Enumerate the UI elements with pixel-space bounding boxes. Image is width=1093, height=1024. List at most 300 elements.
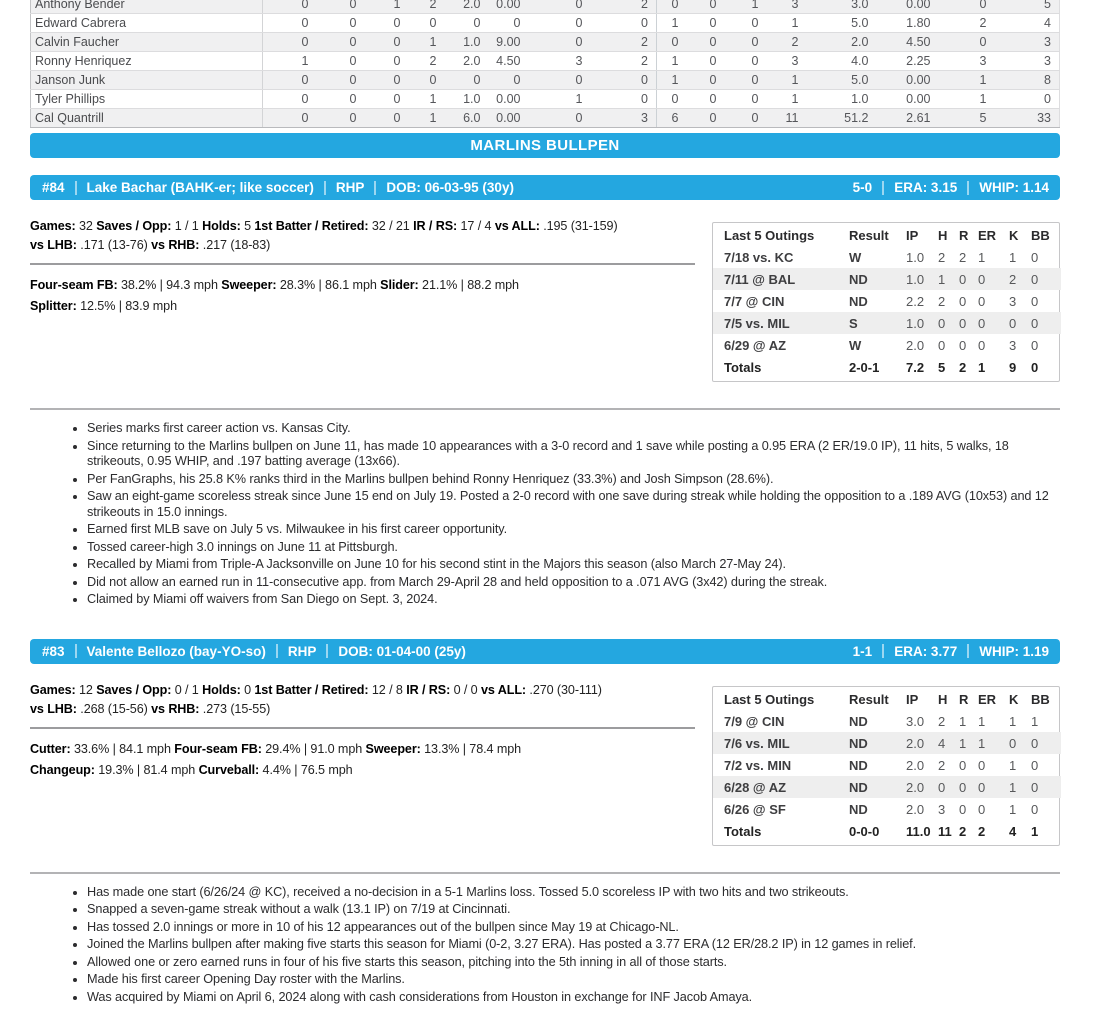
- bar-divider: [374, 181, 376, 195]
- outing-cell: ND: [849, 801, 868, 817]
- note-item: • Earned first MLB save on July 5 vs. Milwaukee in his first career opportunity.: [87, 522, 1060, 538]
- outing-cell: 0: [959, 316, 967, 331]
- outings-header-cell: R: [959, 691, 969, 707]
- totals-cell: 2-0-1: [849, 360, 880, 375]
- outing-row: [713, 754, 1061, 776]
- stat-cell: 0: [365, 109, 409, 128]
- stat-cell: 2: [591, 33, 657, 52]
- outing-cell: 3: [1009, 294, 1017, 309]
- outing-cell: 0: [1031, 294, 1039, 309]
- player-hand: RHP: [287, 643, 317, 659]
- outing-cell: 2.0: [906, 735, 925, 751]
- stat-cell: 0: [529, 14, 591, 33]
- pitcher-row: [31, 52, 1060, 71]
- outing-cell: 0: [1031, 338, 1039, 353]
- outing-cell: 3.0: [906, 713, 925, 729]
- outing-cell: 7/7 @ CIN: [724, 294, 785, 309]
- divider-rule: [30, 727, 695, 729]
- totals-cell: 1: [978, 360, 986, 375]
- outing-cell: 1: [959, 735, 967, 751]
- outing-cell: 6/28 @ AZ: [724, 779, 787, 795]
- totals-cell: 9: [1009, 360, 1017, 375]
- stat-cell: 0: [529, 33, 591, 52]
- stat-cell: 2.0: [807, 33, 877, 52]
- outing-cell: 2: [1009, 272, 1017, 287]
- stat-cell: 1.0: [445, 33, 489, 52]
- stat-label: vs LHB:: [30, 701, 77, 716]
- stat-cell: 0: [529, 0, 591, 14]
- outing-row: [713, 246, 1061, 268]
- outing-row: [713, 268, 1061, 290]
- player-header-bar: [30, 175, 1060, 200]
- totals-cell: 2: [978, 823, 986, 839]
- stat-cell: 0: [263, 71, 317, 90]
- outing-cell: 0: [959, 779, 967, 795]
- player-whip: WHIP: 1.19: [979, 643, 1049, 659]
- stat-cell: 0: [995, 90, 1060, 109]
- player-outings-column: [712, 678, 1060, 846]
- stat-cell: 1: [725, 0, 767, 14]
- pitch-line: Changeup: 19.3% | 81.4 mph Curveball: 4.4% | 76.5 mph: [30, 762, 353, 777]
- stat-cell: 3: [767, 52, 807, 71]
- stat-cell: 0: [365, 52, 409, 71]
- totals-cell: 0-0-0: [849, 823, 880, 839]
- outing-cell: 0: [1009, 316, 1017, 331]
- last-5-outings-table: [712, 222, 1060, 382]
- outing-cell: 0: [1031, 779, 1039, 795]
- stat-cell: 1: [767, 71, 807, 90]
- stat-label: Holds:: [202, 682, 241, 697]
- stat-cell: 5.0: [807, 71, 877, 90]
- stat-cell: 1: [657, 52, 687, 71]
- stat-cell: 0: [409, 71, 445, 90]
- outings-header-cell: R: [959, 228, 969, 243]
- outing-cell: 2: [938, 294, 946, 309]
- bar-divider: [276, 644, 278, 658]
- stat-line: vs LHB: .171 (13-76) vs RHB: .217 (18-83): [30, 238, 271, 252]
- stat-cell: 0.00: [489, 90, 529, 109]
- outing-cell: S: [849, 316, 858, 331]
- player-section-bellozo: [0, 639, 1093, 1006]
- stat-label: Games:: [30, 219, 76, 233]
- totals-cell: 2: [959, 823, 967, 839]
- stat-cell: 3: [995, 52, 1060, 71]
- outing-cell: ND: [849, 294, 868, 309]
- outing-cell: 0: [959, 338, 967, 353]
- stat-cell: 0: [657, 0, 687, 14]
- stat-cell: 3: [767, 0, 807, 14]
- bar-divider: [75, 181, 77, 195]
- stat-label: Four-seam FB:: [30, 278, 118, 292]
- outing-cell: 1: [1009, 250, 1017, 265]
- stat-cell: 5.0: [807, 14, 877, 33]
- outing-cell: 0: [1031, 316, 1039, 331]
- note-item: • Has made one start (6/26/24 @ KC), received a no-decision in a 5-1 Marlins loss. Tossed 5.0 scoreless IP with two hits and two strikeouts.: [87, 885, 1060, 901]
- stat-cell: 0: [687, 90, 725, 109]
- player-dob: DOB: 01-04-00 (25y): [338, 643, 466, 659]
- stat-label: vs ALL:: [481, 682, 527, 697]
- stat-cell: 1: [767, 90, 807, 109]
- stat-cell: 0: [263, 0, 317, 14]
- stat-cell: 0: [529, 109, 591, 128]
- outings-header-cell: Result: [849, 228, 889, 243]
- stat-cell: 0: [445, 14, 489, 33]
- outing-cell: 1: [1031, 713, 1039, 729]
- stat-cell: 3.0: [807, 0, 877, 14]
- pitcher-row: [31, 71, 1060, 90]
- outing-row: [713, 290, 1061, 312]
- stat-cell: 3: [529, 52, 591, 71]
- outing-cell: 7/9 @ CIN: [724, 713, 785, 729]
- pitcher-name: Anthony Bender: [31, 0, 263, 14]
- stat-line: vs LHB: .268 (15-56) vs RHB: .273 (15-55): [30, 701, 271, 716]
- stat-cell: 8: [995, 71, 1060, 90]
- outings-totals-row: [713, 820, 1061, 845]
- outing-cell: 7/2 vs. MIN: [724, 757, 792, 773]
- stat-cell: 0: [263, 33, 317, 52]
- stat-label: IR / RS:: [406, 682, 451, 697]
- stat-cell: 1.80: [877, 14, 939, 33]
- player-stats-column: [30, 678, 695, 781]
- stat-cell: 0: [725, 14, 767, 33]
- outing-cell: 4: [938, 735, 946, 751]
- stat-label: Sweeper:: [221, 278, 277, 292]
- outing-cell: ND: [849, 757, 868, 773]
- outing-cell: 1: [1009, 779, 1017, 795]
- stat-cell: 0: [725, 33, 767, 52]
- section-rule: [30, 408, 1060, 410]
- player-era: ERA: 3.77: [894, 643, 958, 659]
- outing-row: [713, 312, 1061, 334]
- stat-cell: 11: [767, 109, 807, 128]
- stat-cell: 0: [409, 14, 445, 33]
- stat-cell: 0: [317, 109, 365, 128]
- bar-divider: [882, 644, 884, 658]
- outing-cell: 2: [938, 250, 946, 265]
- note-item: • Snapped a seven-game streak without a walk (13.1 IP) on 7/19 at Cincinnati.: [87, 902, 1060, 918]
- player-stats-column: [30, 214, 695, 317]
- outing-cell: 0: [938, 338, 946, 353]
- outing-cell: ND: [849, 272, 868, 287]
- outing-row: [713, 334, 1061, 356]
- outings-header-cell: IP: [906, 228, 919, 243]
- stat-cell: 2: [409, 52, 445, 71]
- note-item: • Series marks first career action vs. Kansas City.: [87, 421, 1060, 437]
- totals-cell: 7.2: [906, 360, 925, 375]
- note-item: • Tossed career-high 3.0 innings on June 11 at Pittsburgh.: [87, 540, 1060, 556]
- stat-cell: 0: [687, 71, 725, 90]
- stat-label: Games:: [30, 682, 76, 697]
- stat-cell: 1: [365, 0, 409, 14]
- stat-cell: 0: [317, 52, 365, 71]
- outings-head-row: [713, 687, 1061, 710]
- outing-cell: 2.0: [906, 757, 925, 773]
- player-record: 5-0: [852, 180, 873, 195]
- pitcher-name: Tyler Phillips: [31, 90, 263, 109]
- stat-cell: 5: [995, 0, 1060, 14]
- stat-cell: 1: [939, 90, 995, 109]
- stat-label: IR / RS:: [413, 219, 458, 233]
- outing-cell: 1.0: [906, 316, 925, 331]
- stat-cell: 3: [939, 52, 995, 71]
- player-header-bar: [30, 639, 1060, 664]
- pitcher-row: [31, 90, 1060, 109]
- pitcher-row: [31, 33, 1060, 52]
- stat-cell: 0: [687, 0, 725, 14]
- stat-cell: 1: [657, 14, 687, 33]
- stat-cell: 1: [263, 52, 317, 71]
- stat-cell: 0: [725, 90, 767, 109]
- pitcher-name: Edward Cabrera: [31, 14, 263, 33]
- player-hand: RHP: [335, 180, 365, 195]
- divider-rule: [30, 263, 695, 265]
- outings-header-cell: ER: [978, 228, 997, 243]
- totals-cell: 5: [938, 360, 946, 375]
- stat-cell: 2.0: [445, 52, 489, 71]
- stat-cell: 1: [767, 14, 807, 33]
- pitch-line: Splitter: 12.5% | 83.9 mph: [30, 299, 177, 313]
- pitch-lines: [30, 739, 695, 781]
- stat-cell: 0: [591, 90, 657, 109]
- outing-cell: 1: [978, 250, 986, 265]
- stat-cell: 0: [317, 71, 365, 90]
- outing-cell: 1.0: [906, 250, 925, 265]
- note-item: • Saw an eight-game scoreless streak since June 15 end on July 19. Posted a 2-0 record with one save during streak while holding the opposition to a .189 AVG (10x53) and 12 strikeouts in 15.0 innings.: [87, 489, 1060, 520]
- player-body: [30, 214, 1060, 382]
- stat-cell: 6.0: [445, 109, 489, 128]
- outing-row: [713, 776, 1061, 798]
- stat-cell: 4.0: [807, 52, 877, 71]
- outing-cell: 0: [978, 316, 986, 331]
- bar-divider: [882, 181, 884, 195]
- bar-divider: [967, 644, 969, 658]
- totals-cell: 2: [959, 360, 967, 375]
- stat-cell: 0: [657, 90, 687, 109]
- player-body: [30, 678, 1060, 846]
- pitch-line: Cutter: 33.6% | 84.1 mph Four-seam FB: 29.4% | 91.0 mph Sweeper: 13.3% | 78.4 mph: [30, 741, 522, 756]
- notes-list: [30, 885, 1060, 1006]
- note-item: • Recalled by Miami from Triple-A Jacksonville on June 10 for his second stint in the Majors this season (also March 27-May 24).: [87, 557, 1060, 573]
- stat-label: vs RHB:: [151, 701, 200, 716]
- outings-header-cell: Last 5 Outings: [724, 691, 815, 707]
- stat-label: vs ALL:: [494, 219, 540, 233]
- stat-cell: 0: [939, 33, 995, 52]
- note-item: • Made his first career Opening Day roster with the Marlins.: [87, 972, 1060, 988]
- note-item: • Has tossed 2.0 innings or more in 10 of his 12 appearances out of the bullpen since May 19 at Chicago-NL.: [87, 920, 1060, 936]
- stat-cell: 4.50: [489, 52, 529, 71]
- outings-head-row: [713, 223, 1061, 246]
- stat-cell: 0: [529, 71, 591, 90]
- outing-cell: 1: [1009, 757, 1017, 773]
- outing-cell: 3: [1009, 338, 1017, 353]
- bar-divider: [324, 181, 326, 195]
- stat-cell: 0: [657, 33, 687, 52]
- stat-cell: 2.25: [877, 52, 939, 71]
- stat-label: Cutter:: [30, 741, 71, 756]
- outing-cell: 0: [978, 272, 986, 287]
- outing-cell: 0: [959, 294, 967, 309]
- stat-cell: 1: [939, 71, 995, 90]
- outing-cell: 0: [959, 801, 967, 817]
- outing-cell: 1: [978, 713, 986, 729]
- player-name: Valente Bellozo (bay-YO-so): [86, 643, 266, 659]
- outings-header-cell: Result: [849, 691, 889, 707]
- stat-cell: 6: [657, 109, 687, 128]
- outing-cell: 2: [959, 250, 967, 265]
- stat-cell: 0: [591, 14, 657, 33]
- stat-cell: 1: [409, 33, 445, 52]
- player-number: #84: [42, 180, 65, 195]
- outing-cell: 0: [978, 294, 986, 309]
- outing-cell: 6/29 @ AZ: [724, 338, 787, 353]
- outing-cell: 2: [938, 757, 946, 773]
- pitcher-name: Calvin Faucher: [31, 33, 263, 52]
- stat-label: Splitter:: [30, 299, 77, 313]
- stat-lines: [30, 681, 695, 719]
- stat-cell: 0: [365, 90, 409, 109]
- outing-cell: 0: [978, 757, 986, 773]
- outing-cell: 2.0: [906, 338, 925, 353]
- outings-header-cell: IP: [906, 691, 919, 707]
- stat-line: Games: 12 Saves / Opp: 0 / 1 Holds: 0 1st Batter / Retired: 12 / 8 IR / RS: 0 / 0 vs ALL: .270 (30-111): [30, 682, 602, 697]
- stat-cell: 4: [995, 14, 1060, 33]
- outings-header-cell: ER: [978, 691, 997, 707]
- stat-label: 1st Batter / Retired:: [254, 682, 369, 697]
- pitch-lines: [30, 275, 695, 317]
- note-item: • Per FanGraphs, his 25.8 K% ranks third in the Marlins bullpen behind Ronny Henriquez (33.3%) and Josh Simpson (28.6%).: [87, 472, 1060, 488]
- outings-header-cell: H: [938, 228, 948, 243]
- stat-cell: 1: [529, 90, 591, 109]
- stat-label: Holds:: [202, 219, 241, 233]
- stat-cell: 3: [591, 109, 657, 128]
- outing-cell: 1: [1009, 713, 1017, 729]
- totals-cell: Totals: [724, 360, 762, 375]
- outing-cell: 1: [959, 713, 967, 729]
- pitcher-name: Cal Quantrill: [31, 109, 263, 128]
- notes-list: [30, 421, 1060, 608]
- stat-cell: 2.61: [877, 109, 939, 128]
- outing-cell: 7/11 @ BAL: [724, 272, 796, 287]
- bar-divider: [326, 644, 328, 658]
- stat-cell: 4.50: [877, 33, 939, 52]
- stat-cell: 1: [409, 90, 445, 109]
- stat-cell: 1: [409, 109, 445, 128]
- section-header-marlins-bullpen: [30, 133, 1060, 158]
- stat-cell: 1.0: [807, 90, 877, 109]
- pitcher-name: Ronny Henriquez: [31, 52, 263, 71]
- stat-cell: 0: [687, 33, 725, 52]
- outing-cell: 7/6 vs. MIL: [724, 735, 790, 751]
- totals-cell: 4: [1009, 823, 1017, 839]
- note-item: • Since returning to the Marlins bullpen on June 11, has made 10 appearances with a 3-0 record and 1 save while posting a 0.95 ERA (2 ER/19.0 IP), 11 hits, 5 walks, 18 strikeouts, 0.95 WHIP, and .197 batting average (13x66).: [87, 439, 1060, 470]
- outing-cell: 1: [978, 735, 986, 751]
- outing-cell: 1: [938, 272, 946, 287]
- stat-cell: 0: [591, 71, 657, 90]
- outing-cell: 0: [978, 801, 986, 817]
- section-rule: [30, 872, 1060, 874]
- stat-cell: 0: [445, 71, 489, 90]
- note-item: • Joined the Marlins bullpen after making five starts this season for Miami (0-2, 3.27 ERA). Has posted a 3.77 ERA (12 ER/28.2 IP) in 12 games in relief.: [87, 937, 1060, 953]
- stat-cell: 0: [317, 14, 365, 33]
- stat-label: vs RHB:: [151, 238, 200, 252]
- stat-label: Sweeper:: [365, 741, 421, 756]
- outing-cell: 1.0: [906, 272, 925, 287]
- stat-cell: 0: [687, 52, 725, 71]
- pitcher-name: Janson Junk: [31, 71, 263, 90]
- stat-cell: 0: [687, 14, 725, 33]
- stat-cell: 33: [995, 109, 1060, 128]
- outings-header-cell: K: [1009, 691, 1019, 707]
- stat-cell: 0: [263, 109, 317, 128]
- outing-cell: ND: [849, 779, 868, 795]
- outings-header-cell: K: [1009, 228, 1019, 243]
- stat-cell: 0: [939, 0, 995, 14]
- player-dob: DOB: 06-03-95 (30y): [386, 180, 514, 195]
- stat-label: Saves / Opp:: [96, 682, 172, 697]
- player-era: ERA: 3.15: [894, 180, 958, 195]
- outing-cell: 1: [1009, 801, 1017, 817]
- stat-label: Four-seam FB:: [174, 741, 262, 756]
- outing-cell: W: [849, 338, 862, 353]
- stat-cell: 0: [263, 90, 317, 109]
- outing-cell: 0: [938, 779, 946, 795]
- stat-cell: 0: [365, 14, 409, 33]
- note-item: • Did not allow an earned run in 11-consecutive app. from March 29-April 28 and held opposition to a .071 AVG (3x42) during the streak.: [87, 575, 1060, 591]
- outing-row: [713, 798, 1061, 820]
- stat-cell: 2: [409, 0, 445, 14]
- outings-header-cell: BB: [1031, 691, 1050, 707]
- outing-cell: 2.0: [906, 779, 925, 795]
- outing-cell: 0: [1031, 735, 1039, 751]
- stat-cell: 0.00: [877, 0, 939, 14]
- bullpen-table-body: [31, 0, 1060, 128]
- outing-cell: 2.2: [906, 294, 925, 309]
- outing-cell: 0: [978, 779, 986, 795]
- outing-cell: 0: [959, 757, 967, 773]
- outing-cell: 6/26 @ SF: [724, 801, 786, 817]
- totals-cell: 11: [938, 823, 952, 839]
- stat-cell: 0.00: [489, 109, 529, 128]
- section-title: MARLINS BULLPEN: [470, 137, 620, 154]
- pitcher-row: [31, 14, 1060, 33]
- outing-cell: 2: [938, 713, 946, 729]
- totals-cell: Totals: [724, 823, 762, 839]
- outing-cell: W: [849, 250, 862, 265]
- stat-cell: 2.0: [445, 0, 489, 14]
- pitch-line: Four-seam FB: 38.2% | 94.3 mph Sweeper: 28.3% | 86.1 mph Slider: 21.1% | 88.2 mph: [30, 278, 519, 292]
- outings-totals-row: [713, 356, 1061, 381]
- outing-cell: 0: [938, 316, 946, 331]
- stat-cell: 2: [591, 0, 657, 14]
- stat-cell: 0: [725, 109, 767, 128]
- stat-cell: 0.00: [489, 0, 529, 14]
- stat-label: vs LHB:: [30, 238, 77, 252]
- stat-cell: 2: [591, 52, 657, 71]
- player-outings-column: [712, 214, 1060, 382]
- stat-cell: 0: [317, 0, 365, 14]
- bar-divider: [75, 644, 77, 658]
- stat-cell: 2: [767, 33, 807, 52]
- outing-cell: 0: [959, 272, 967, 287]
- player-number: #83: [42, 643, 65, 659]
- outing-cell: 0: [978, 338, 986, 353]
- stat-label: Saves / Opp:: [96, 219, 172, 233]
- stat-cell: 51.2: [807, 109, 877, 128]
- player-whip: WHIP: 1.14: [979, 180, 1049, 195]
- bullpen-stats-table: [30, 0, 1060, 128]
- stat-cell: 0: [365, 33, 409, 52]
- totals-cell: 1: [1031, 823, 1039, 839]
